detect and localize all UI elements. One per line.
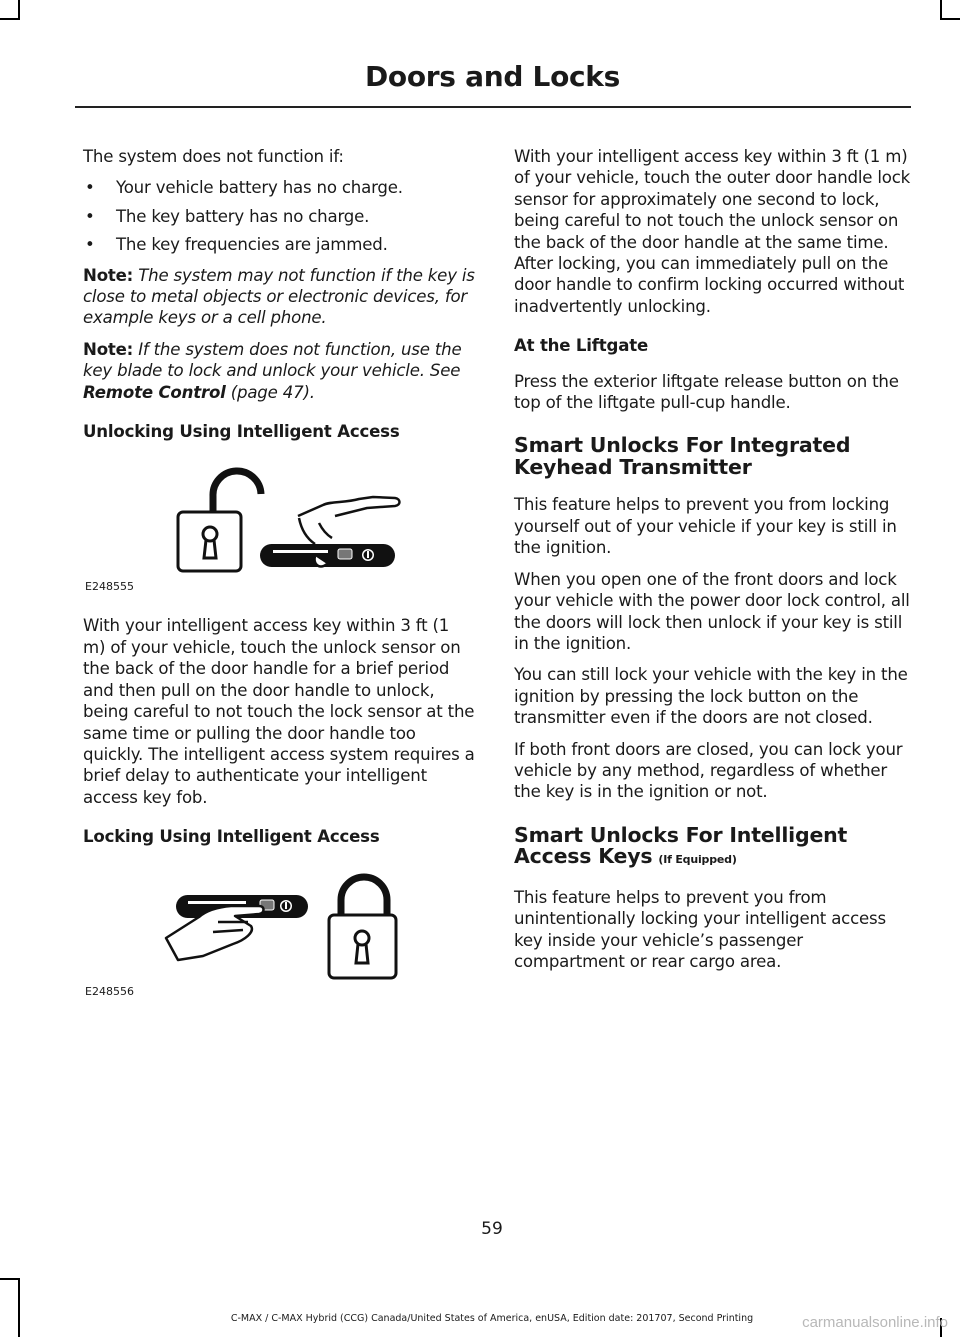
page-title: Doors and Locks	[364, 60, 620, 93]
unlock-illustration	[83, 456, 475, 601]
figure-id: E248556	[85, 985, 134, 999]
note-metal-objects	[83, 265, 475, 329]
crop-mark	[940, 0, 942, 20]
liftgate-text: Press the exterior liftgate release button on the top of the liftgate pull-cup handle.	[514, 371, 899, 413]
right-column	[514, 146, 912, 982]
smart-ikt-paragraph: You can still lock your vehicle with the key in the ignition by pressing the lock button on the transmitter even if the doors are not closed.	[514, 665, 908, 728]
note-text: The system may not function if the key is close to metal objects or electronic devices, for example keys or a cell phone.	[83, 265, 475, 328]
section-title: Smart Unlocks For Intelligent Access Keys	[514, 822, 848, 869]
watermark: carmanualsonline.info	[802, 1314, 948, 1331]
crop-mark	[0, 1278, 20, 1280]
unlock-instructions: With your intelligent access key within 3 ft (1 m) of your vehicle, touch the unlock sensor on the back of the door handle for a brief period and then pull on the door handle to unlock, being careful to not touch the lock sensor at the same time or pulling the door handle too quickly. The intelligent access system requires a brief delay to authenticate your intelligent access key fob.	[83, 616, 475, 807]
unlocked-padlock-icon	[178, 471, 261, 571]
door-handle-icon	[260, 544, 395, 567]
smart-ikt-paragraph: When you open one of the front doors and lock your vehicle with the power door lock control, all the doors will lock then unlock if your key is still in the ignition.	[514, 569, 910, 653]
lock-heading: Locking Using Intelligent Access	[83, 827, 380, 847]
lock-figure	[83, 862, 475, 1007]
smart-ikt-paragraph: If both front doors are closed, you can lock your vehicle by any method, regardless of whether the key is in the ignition or not.	[514, 739, 903, 802]
note-key-blade	[83, 339, 475, 403]
locked-padlock-icon	[329, 877, 396, 978]
header-divider	[75, 106, 911, 108]
smart-iak-paragraph: This feature helps to prevent you from unintentionally locking your intelligent access key inside your vehicle’s passenger compartment or rear cargo area.	[514, 887, 886, 971]
crop-mark	[0, 18, 20, 20]
smart-unlocks-iak-heading	[514, 822, 912, 871]
edition-footer: C-MAX / C-MAX Hybrid (CCG) Canada/United States of America, enUSA, Edition date: 201707, Second Printing	[230, 1313, 754, 1324]
page-reference: (page 47).	[225, 382, 315, 402]
lock-instructions: With your intelligent access key within 3 ft (1 m) of your vehicle, touch the outer door handle lock sensor for approximately one second to lock, being careful to not touch the unlock sensor on the back of the door handle at the same time. After locking, you can immediately pull on the door handle to confirm locking occurred without inadvertently unlocking.	[514, 147, 911, 316]
liftgate-heading: At the Liftgate	[514, 336, 649, 356]
unlock-figure	[83, 456, 475, 601]
smart-unlocks-ikt-heading: Smart Unlocks For Integrated Keyhead Transmitter	[514, 433, 851, 479]
left-column	[83, 146, 475, 1021]
intro-text: The system does not function if:	[83, 147, 344, 166]
condition-list	[83, 177, 475, 255]
list-item: • The key frequencies are jammed.	[83, 234, 475, 255]
if-equipped-label: (If Equipped)	[658, 853, 737, 867]
page-number: 59	[481, 1219, 503, 1239]
note-text: If the system does not function, use the key blade to lock and unlock your vehicle. See	[83, 339, 462, 381]
lock-illustration	[83, 862, 475, 1007]
remote-control-link[interactable]: Remote Control	[83, 382, 226, 402]
list-item: • Your vehicle battery has no charge.	[83, 177, 475, 198]
crop-mark	[18, 0, 20, 20]
unlock-heading: Unlocking Using Intelligent Access	[83, 422, 400, 442]
figure-id: E248555	[85, 580, 134, 594]
note-label: Note:	[83, 265, 134, 285]
note-label: Note:	[83, 339, 134, 359]
crop-mark	[940, 18, 960, 20]
crop-mark	[18, 1278, 20, 1337]
smart-ikt-paragraph: This feature helps to prevent you from locking yourself out of your vehicle if your key is still in the ignition.	[514, 495, 897, 558]
list-item: • The key battery has no charge.	[83, 206, 475, 227]
